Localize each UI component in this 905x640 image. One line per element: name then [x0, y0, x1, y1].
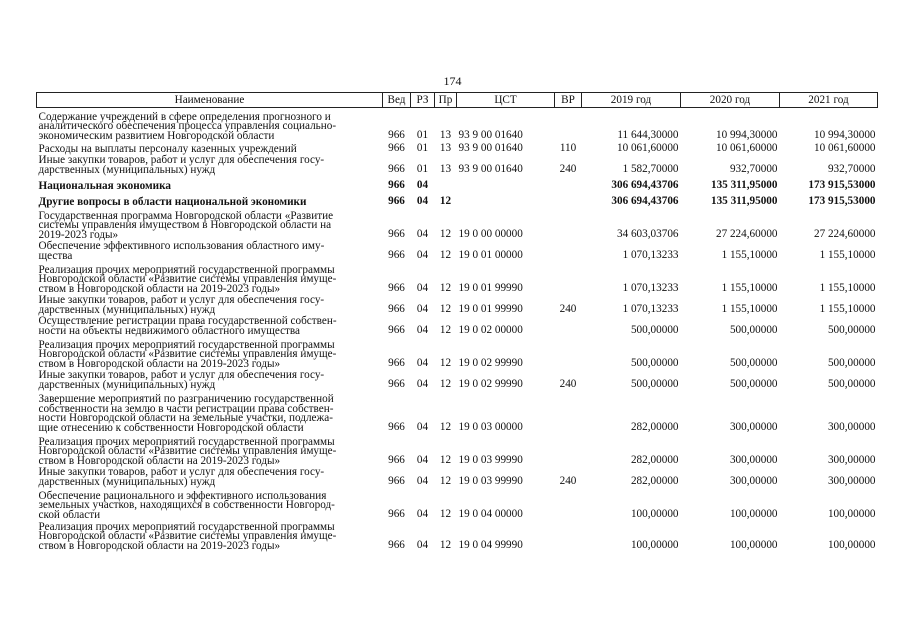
row-name-line: щества — [38, 249, 73, 262]
row-pr: 13 — [439, 129, 452, 142]
row-vr — [555, 390, 582, 433]
row-amount-2021: 27 224,60000 — [813, 228, 876, 241]
row-name-line: Национальная экономика — [38, 179, 171, 192]
header-ved: Вед — [383, 93, 411, 108]
row-amount-2019: 100,00000 — [630, 508, 679, 521]
header-name: Наименование — [37, 93, 383, 108]
row-name-line: Новгородской области «Развитие системы управления имуще- — [38, 273, 337, 286]
row-vr: 240 — [559, 475, 577, 488]
row-vr — [555, 261, 582, 294]
row-amount-2020: 100,00000 — [729, 539, 778, 552]
row-amount-2021: 932,70000 — [827, 163, 876, 176]
row-name-line: ством в Новгородской области на 2019-2023 годы» — [38, 454, 281, 467]
row-amount-2020: 135 311,95000 — [710, 195, 778, 208]
row-name — [37, 294, 383, 315]
row-amount-2021: 300,00000 — [827, 421, 876, 434]
row-name-line: щие отнесению к собственности Новгородской области — [38, 421, 304, 434]
table-row — [37, 261, 878, 294]
row-vr: 240 — [559, 303, 577, 316]
row-amount-2019: 34 603,03706 — [616, 228, 679, 241]
row-amount-2021: 1 155,10000 — [819, 303, 876, 316]
row-pr: 12 — [439, 228, 452, 241]
row-amount-2020: 932,70000 — [729, 163, 778, 176]
row-name-line: Реализация прочих мероприятий государственной программы — [38, 338, 335, 351]
row-name-line: ности Новгородской области на земельные участки, подлежа- — [38, 412, 333, 425]
row-pr: 12 — [439, 508, 452, 521]
row-rz: 04 — [416, 475, 429, 488]
row-amount-2019: 1 070,13233 — [622, 303, 679, 316]
row-amount-2020: 1 155,10000 — [721, 282, 778, 295]
row-name — [37, 240, 383, 261]
row-amount-2019: 306 694,43706 — [611, 179, 679, 192]
row-cst: 19 0 01 99990 — [458, 282, 523, 295]
row-rz: 01 — [416, 142, 429, 155]
row-cst — [457, 191, 555, 207]
row-ved: 966 — [388, 539, 405, 552]
row-cst: 19 0 03 99990 — [458, 475, 523, 488]
row-amount-2021: 1 155,10000 — [819, 282, 876, 295]
row-name-line: ством в Новгородской области на 2019-2023 годы» — [38, 539, 281, 552]
row-name — [37, 369, 383, 390]
row-cst: 19 0 03 00000 — [458, 421, 523, 434]
table-body — [37, 108, 878, 552]
row-ved: 966 — [388, 303, 405, 316]
row-rz: 01 — [416, 129, 429, 142]
row-ved: 966 — [388, 454, 405, 467]
row-rz: 04 — [416, 421, 429, 434]
row-amount-2021: 10 994,30000 — [813, 129, 876, 142]
table-row — [37, 294, 878, 315]
row-amount-2021: 500,00000 — [827, 357, 876, 370]
row-name-line: Иные закупки товаров, работ и услуг для обеспечения госу- — [38, 369, 325, 382]
row-rz: 04 — [416, 228, 429, 241]
table-row — [37, 336, 878, 369]
row-cst: 19 0 00 00000 — [458, 228, 523, 241]
row-ved: 966 — [388, 195, 405, 208]
row-rz: 04 — [416, 357, 429, 370]
row-name-line: ством в Новгородской области на 2019-2023 годы» — [38, 282, 281, 295]
row-name — [37, 261, 383, 294]
row-cst: 93 9 00 01640 — [458, 142, 523, 155]
row-rz: 04 — [416, 539, 429, 552]
row-ved: 966 — [388, 282, 405, 295]
row-amount-2020: 135 311,95000 — [710, 179, 778, 192]
row-ved: 966 — [388, 129, 405, 142]
row-name-line: Содержание учреждений в сфере определения прогнозного и — [38, 110, 331, 123]
row-ved: 966 — [388, 142, 405, 155]
row-amount-2020: 1 155,10000 — [721, 249, 778, 262]
budget-table — [36, 92, 878, 551]
table-row — [37, 466, 878, 487]
table-row — [37, 390, 878, 433]
table-row — [37, 369, 878, 390]
row-name-line: Обеспечение эффективного использования областного иму- — [38, 240, 325, 253]
row-name-line: Другие вопросы в области национальной экономики — [38, 195, 307, 208]
row-name — [37, 390, 383, 433]
row-name-line: ской области — [38, 508, 101, 521]
header-2021: 2021 год — [780, 93, 878, 108]
row-rz: 01 — [416, 163, 429, 176]
row-vr: 110 — [559, 142, 577, 155]
row-name — [37, 433, 383, 466]
row-vr — [555, 240, 582, 261]
header-cst: ЦСТ — [457, 93, 555, 108]
row-cst: 19 0 02 00000 — [458, 324, 523, 337]
row-pr: 13 — [439, 142, 452, 155]
row-name-line: экономическим развитием Новгородской области — [38, 129, 275, 142]
row-amount-2021: 300,00000 — [827, 454, 876, 467]
table-row — [37, 240, 878, 261]
row-name-line: системы управления имуществом в Новгородской области на — [38, 219, 332, 232]
row-ved: 966 — [388, 249, 405, 262]
row-amount-2019: 500,00000 — [630, 378, 679, 391]
row-name-line: дарственных (муниципальных) нужд — [38, 163, 216, 176]
header-vr: ВР — [555, 93, 582, 108]
row-name-line: дарственных (муниципальных) нужд — [38, 378, 216, 391]
row-ved: 966 — [388, 421, 405, 434]
row-name-line: ности на объекты недвижимого областного имущества — [38, 324, 301, 337]
row-amount-2020: 100,00000 — [729, 508, 778, 521]
row-amount-2020: 300,00000 — [729, 475, 778, 488]
row-name-line: Иные закупки товаров, работ и услуг для обеспечения госу- — [38, 466, 325, 479]
row-amount-2021: 1 155,10000 — [819, 249, 876, 262]
row-amount-2020: 10 061,60000 — [715, 142, 778, 155]
row-amount-2021: 100,00000 — [827, 508, 876, 521]
row-rz: 04 — [416, 454, 429, 467]
row-rz: 04 — [416, 324, 429, 337]
row-vr: 240 — [559, 163, 577, 176]
row-rz: 04 — [416, 282, 429, 295]
row-name-line: Иные закупки товаров, работ и услуг для обеспечения госу- — [38, 294, 325, 307]
table-row — [37, 191, 878, 207]
row-rz: 04 — [416, 179, 429, 192]
row-rz: 04 — [416, 195, 429, 208]
row-name — [37, 207, 383, 240]
row-rz: 04 — [416, 303, 429, 316]
row-vr — [555, 336, 582, 369]
row-vr — [555, 487, 582, 520]
header-pr: Пр — [435, 93, 457, 108]
row-ved: 966 — [388, 508, 405, 521]
row-amount-2020: 500,00000 — [729, 324, 778, 337]
row-amount-2021: 173 915,53000 — [808, 195, 876, 208]
row-pr: 12 — [439, 249, 452, 262]
page-number: 174 — [443, 74, 462, 88]
row-name-line: 2019-2023 годы» — [38, 228, 119, 241]
header-2020: 2020 год — [681, 93, 780, 108]
header-row — [37, 93, 878, 108]
row-pr: 13 — [439, 163, 452, 176]
row-pr: 12 — [439, 282, 452, 295]
row-pr: 12 — [439, 303, 452, 316]
row-name-line: Реализация прочих мероприятий государственной программы — [38, 263, 335, 276]
row-name-line: Иные закупки товаров, работ и услуг для обеспечения госу- — [38, 154, 325, 167]
row-vr — [555, 108, 582, 142]
row-name-line: дарственных (муниципальных) нужд — [38, 475, 216, 488]
header-2019: 2019 год — [582, 93, 681, 108]
row-amount-2021: 100,00000 — [827, 539, 876, 552]
row-name-line: земельных участков, находящихся в собственности Новгород- — [38, 499, 335, 512]
row-amount-2020: 10 994,30000 — [715, 129, 778, 142]
row-name — [37, 520, 383, 551]
row-amount-2020: 27 224,60000 — [715, 228, 778, 241]
row-vr — [555, 315, 582, 336]
table-row — [37, 154, 878, 175]
row-name-line: Расходы на выплаты персоналу казенных учреждений — [38, 142, 297, 155]
row-amount-2019: 1 070,13233 — [622, 249, 679, 262]
row-pr: 12 — [439, 378, 452, 391]
row-amount-2019: 1 070,13233 — [622, 282, 679, 295]
row-amount-2019: 282,00000 — [630, 454, 679, 467]
row-amount-2020: 300,00000 — [729, 454, 778, 467]
row-pr: 12 — [439, 195, 452, 208]
row-amount-2020: 500,00000 — [729, 378, 778, 391]
row-cst: 19 0 02 99990 — [458, 357, 523, 370]
row-amount-2019: 282,00000 — [630, 421, 679, 434]
row-name — [37, 466, 383, 487]
table-row — [37, 108, 878, 142]
row-amount-2019: 1 582,70000 — [622, 163, 679, 176]
table-row — [37, 141, 878, 154]
row-amount-2020: 500,00000 — [729, 357, 778, 370]
row-ved: 966 — [388, 378, 405, 391]
row-amount-2019: 500,00000 — [630, 324, 679, 337]
row-ved: 966 — [388, 357, 405, 370]
row-name-line: Осуществление регистрации права государственной собствен- — [38, 315, 337, 328]
row-pr: 12 — [439, 421, 452, 434]
row-name-line: дарственных (муниципальных) нужд — [38, 303, 216, 316]
row-amount-2019: 282,00000 — [630, 475, 679, 488]
row-cst: 19 0 02 99990 — [458, 378, 523, 391]
row-amount-2021: 500,00000 — [827, 324, 876, 337]
row-name-line: Завершение мероприятий по разграничению государственной — [38, 393, 334, 406]
row-amount-2019: 306 694,43706 — [611, 195, 679, 208]
table-row — [37, 315, 878, 336]
table-row — [37, 433, 878, 466]
row-amount-2021: 300,00000 — [827, 475, 876, 488]
row-amount-2021: 10 061,60000 — [813, 142, 876, 155]
row-cst — [457, 175, 555, 191]
row-pr — [435, 175, 457, 191]
row-name — [37, 141, 383, 154]
row-name — [37, 315, 383, 336]
row-name-line: Новгородской области «Развитие системы управления имуще- — [38, 348, 337, 361]
header-rz: РЗ — [411, 93, 435, 108]
row-pr: 12 — [439, 454, 452, 467]
row-name-line: Реализация прочих мероприятий государственной программы — [38, 435, 335, 448]
row-name-line: Реализация прочих мероприятий государственной программы — [38, 520, 335, 533]
row-ved: 966 — [388, 475, 405, 488]
row-name — [37, 154, 383, 175]
row-cst: 19 0 04 00000 — [458, 508, 523, 521]
row-amount-2020: 300,00000 — [729, 421, 778, 434]
row-vr — [555, 433, 582, 466]
row-cst: 19 0 04 99990 — [458, 539, 523, 552]
row-name — [37, 336, 383, 369]
row-amount-2019: 500,00000 — [630, 357, 679, 370]
table-row — [37, 520, 878, 551]
row-rz: 04 — [416, 249, 429, 262]
row-ved: 966 — [388, 228, 405, 241]
row-amount-2021: 173 915,53000 — [808, 179, 876, 192]
row-amount-2019: 10 061,60000 — [616, 142, 679, 155]
row-cst: 19 0 01 99990 — [458, 303, 523, 316]
row-ved: 966 — [388, 179, 405, 192]
row-cst: 93 9 00 01640 — [458, 163, 523, 176]
row-pr: 12 — [439, 357, 452, 370]
table-row — [37, 487, 878, 520]
row-vr — [555, 520, 582, 551]
row-pr: 12 — [439, 324, 452, 337]
row-name-line: собственности на землю в части регистрации права собствен- — [38, 402, 334, 415]
table-row — [37, 175, 878, 191]
row-name-line: Государственная программа Новгородской области «Развитие — [38, 209, 334, 222]
row-pr: 12 — [439, 475, 452, 488]
row-name — [37, 487, 383, 520]
row-amount-2021: 500,00000 — [827, 378, 876, 391]
row-amount-2019: 11 644,30000 — [617, 129, 679, 142]
row-vr — [555, 191, 582, 207]
row-vr: 240 — [559, 378, 577, 391]
row-ved: 966 — [388, 163, 405, 176]
row-amount-2019: 100,00000 — [630, 539, 679, 552]
row-name-line: Обеспечение рационального и эффективного использования — [38, 489, 327, 502]
row-ved: 966 — [388, 324, 405, 337]
row-rz: 04 — [416, 378, 429, 391]
row-name-line: аналитического обеспечения процесса управления социально- — [38, 120, 337, 133]
row-rz: 04 — [416, 508, 429, 521]
row-name — [37, 108, 383, 142]
row-vr — [555, 175, 582, 191]
row-cst: 19 0 03 99990 — [458, 454, 523, 467]
row-name — [37, 191, 383, 207]
row-cst: 93 9 00 01640 — [458, 129, 523, 142]
row-name-line: Новгородской области «Развитие системы управления имуще- — [38, 445, 337, 458]
row-amount-2020: 1 155,10000 — [721, 303, 778, 316]
row-vr — [555, 207, 582, 240]
row-name-line: Новгородской области «Развитие системы управления имуще- — [38, 530, 337, 543]
row-cst: 19 0 01 00000 — [458, 249, 523, 262]
table-row — [37, 207, 878, 240]
row-name — [37, 175, 383, 191]
row-name-line: ством в Новгородской области на 2019-2023 годы» — [38, 357, 281, 370]
row-pr: 12 — [439, 539, 452, 552]
